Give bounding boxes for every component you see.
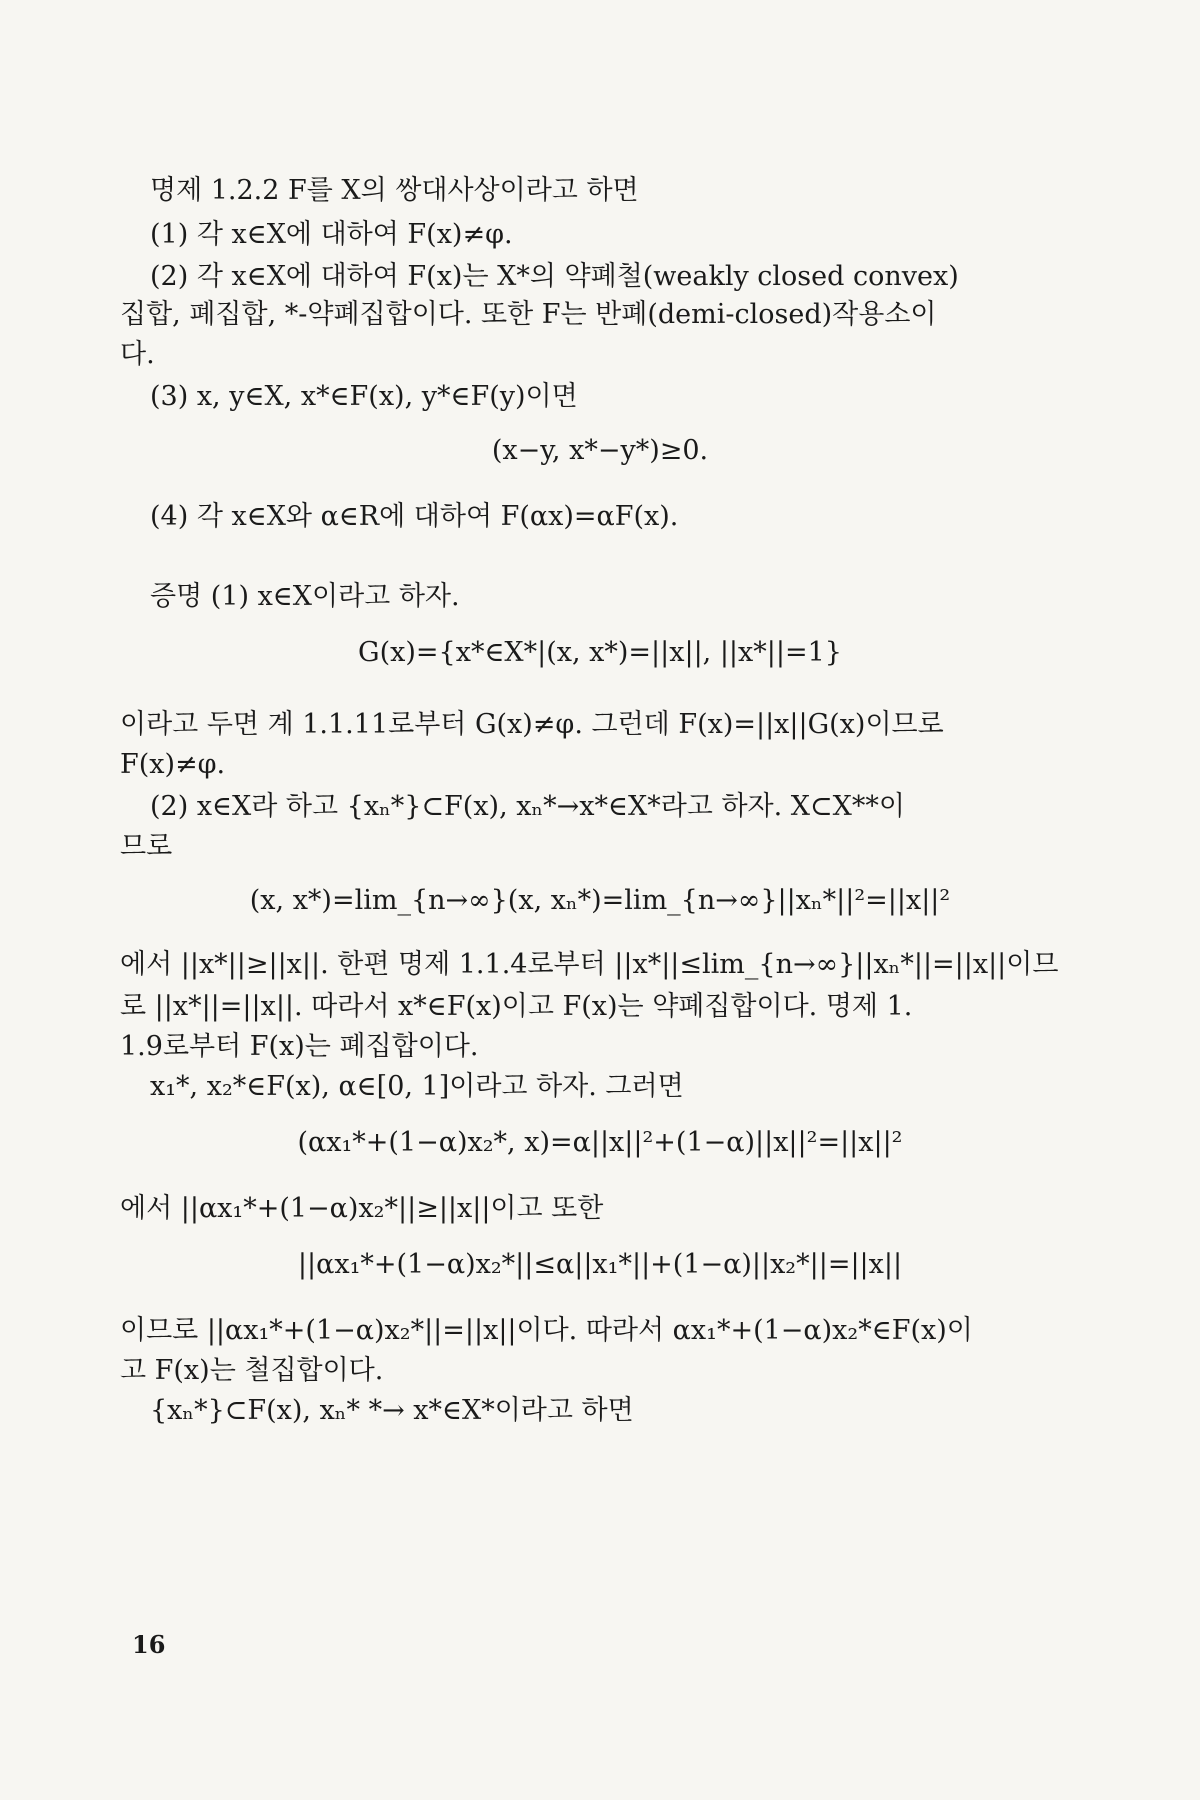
text-line: 다. xyxy=(120,339,155,370)
text-line: 이므로 ||αx₁*+(1−α)x₂*||=||x||이다. 따라서 αx₁*+(1−α)x₂*∈F(x)이 xyxy=(120,1315,973,1346)
text-line: 에서 ||x*||≥||x||. 한편 명제 1.1.4로부터 ||x*||≤lim_{n→∞}||xₙ*||=||x||이므 xyxy=(120,949,1059,980)
text-line: 1.9로부터 F(x)는 폐집합이다. xyxy=(120,1031,479,1062)
text-line: F(x)≠φ. xyxy=(120,749,226,780)
text-line: 에서 ||αx₁*+(1−α)x₂*||≥||x||이고 또한 xyxy=(120,1193,604,1224)
text-line: (2) 각 x∈X에 대하여 F(x)는 X*의 약폐철(weakly closed convex) xyxy=(150,261,959,292)
equation: (x, x*)=lim_{n→∞}(x, xₙ*)=lim_{n→∞}||xₙ*||²=||x||² xyxy=(249,885,951,916)
equation: ||αx₁*+(1−α)x₂*||≤α||x₁*||+(1−α)||x₂*||=||x|| xyxy=(297,1249,903,1280)
text-line: 집합, 폐집합, *-약폐집합이다. 또한 F는 반폐(demi-closed)작용소이 xyxy=(120,299,937,330)
proof-heading: 증명 (1) x∈X이라고 하자. xyxy=(150,581,460,612)
text-line: 로 ||x*||=||x||. 따라서 x*∈F(x)이고 F(x)는 약폐집합이다. 명제 1. xyxy=(120,991,913,1022)
text-line: 고 F(x)는 철집합이다. xyxy=(120,1355,384,1386)
equation: G(x)={x*∈X*|(x, x*)=||x||, ||x*||=1} xyxy=(358,637,842,668)
text-line: (3) x, y∈X, x*∈F(x), y*∈F(y)이면 xyxy=(150,381,578,412)
equation: (αx₁*+(1−α)x₂*, x)=α||x||²+(1−α)||x||²=||x||² xyxy=(297,1127,903,1158)
text-line: 이라고 두면 계 1.1.11로부터 G(x)≠φ. 그런데 F(x)=||x||G(x)이므로 xyxy=(120,709,944,740)
text-line: 므로 xyxy=(120,831,173,862)
equation: (x−y, x*−y*)≥0. xyxy=(491,435,709,466)
text-line: (2) x∈X라 하고 {xₙ*}⊂F(x), xₙ*→x*∈X*라고 하자. X⊂X**이 xyxy=(150,791,905,822)
page-number: 16 xyxy=(132,1630,166,1659)
text-line: {xₙ*}⊂F(x), xₙ* *→ x*∈X*이라고 하면 xyxy=(150,1395,634,1426)
text-line: (1) 각 x∈X에 대하여 F(x)≠φ. xyxy=(150,219,513,250)
text-line: x₁*, x₂*∈F(x), α∈[0, 1]이라고 하자. 그러면 xyxy=(150,1071,684,1102)
text-line: (4) 각 x∈X와 α∈R에 대하여 F(αx)=αF(x). xyxy=(150,501,679,532)
proposition-heading: 명제 1.2.2 F를 X의 쌍대사상이라고 하면 xyxy=(150,175,639,206)
